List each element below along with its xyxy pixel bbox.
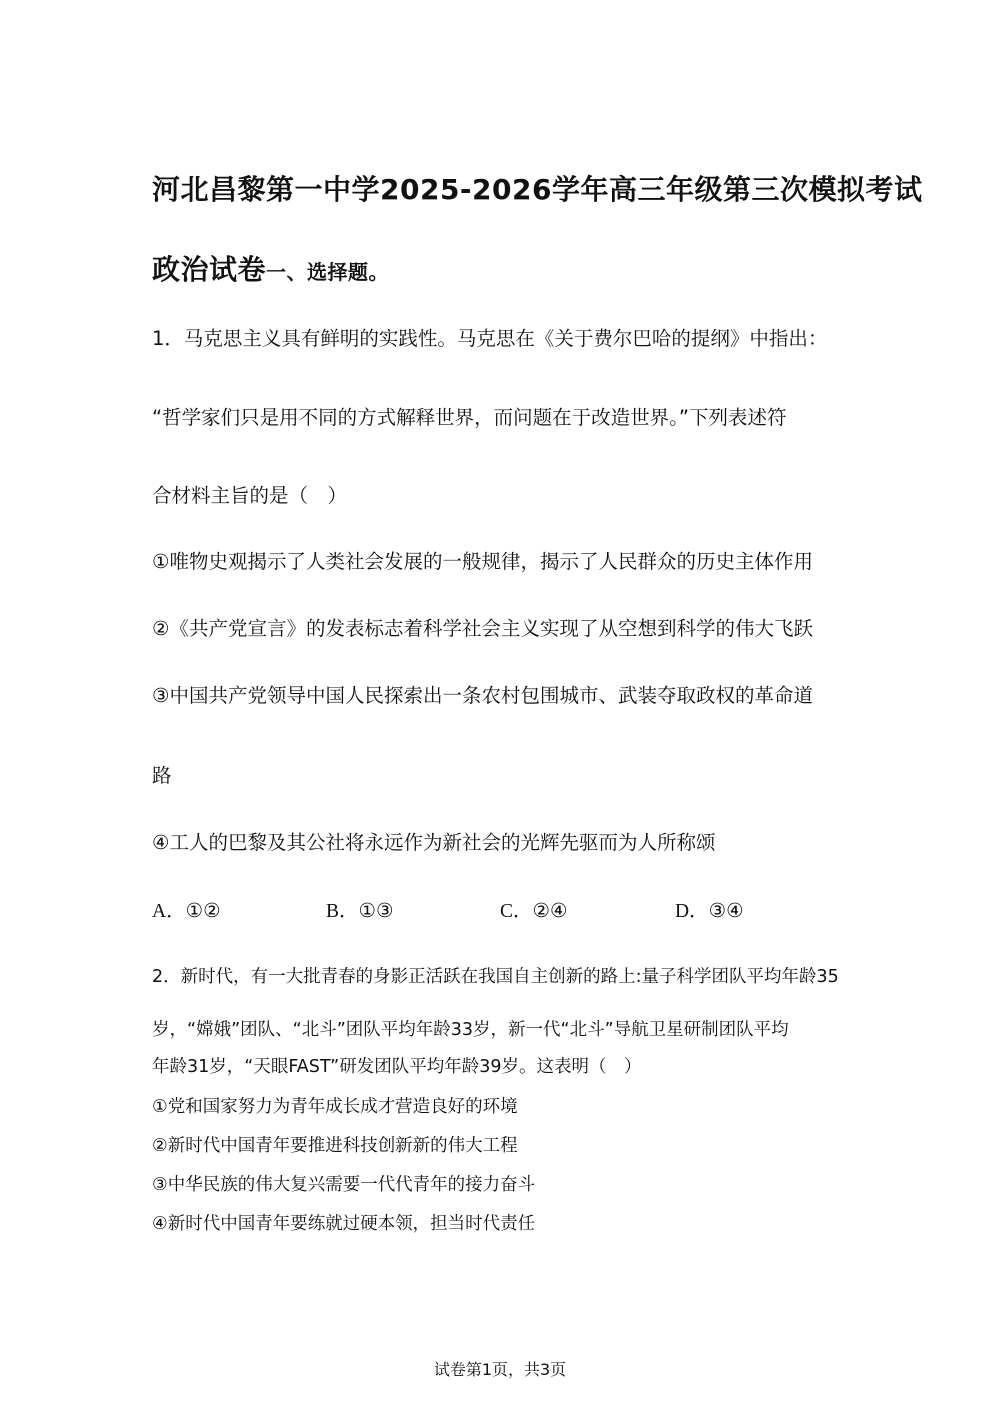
question-1-line-3: 合材料主旨的是（ ） (152, 484, 348, 507)
page-footer: 试卷第1页，共3页 (433, 1360, 567, 1379)
question-2-line-1: 2．新时代，有一大批青春的身影正活跃在我国自主创新的路上:量子科学团队平均年龄35 (152, 967, 839, 987)
question-1-item-3-cont: 路 (152, 764, 172, 787)
question-1-item-4: ④工人的巴黎及其公社将永远作为新社会的光辉先驱而为人所称颂 (152, 831, 716, 854)
section-heading: 一、选择题。 (266, 260, 390, 284)
question-2-item-2: ②新时代中国青年要推进科技创新新的伟大工程 (152, 1136, 518, 1156)
question-2-item-3: ③中华民族的伟大复兴需要一代代青年的接力奋斗 (152, 1175, 536, 1195)
option-c[interactable] (500, 895, 567, 923)
option-c-label: C． (500, 901, 533, 922)
question-1-line-2: “哲学家们只是用不同的方式解释世界，而问题在于改造世界。”下列表述符 (152, 406, 787, 429)
option-b-value: ①③ (358, 899, 394, 922)
option-b-label: B． (326, 901, 359, 922)
option-a-label: A． (152, 901, 186, 922)
question-2-item-1: ①党和国家努力为青年成长成才营造良好的环境 (152, 1097, 518, 1117)
question-2-line-2: 岁，“嫦娥”团队、“北斗”团队平均年龄33岁，新一代“北斗”导航卫星研制团队平均 (152, 1020, 789, 1040)
question-1-item-2: ②《共产党宣言》的发表标志着科学社会主义实现了从空想到科学的伟大飞跃 (152, 617, 813, 640)
subject-title: 政治试卷 (152, 253, 267, 286)
option-a[interactable] (152, 895, 221, 923)
exam-title: 河北昌黎第一中学2025-2026学年高三年级第三次模拟考试 (152, 173, 923, 206)
question-1-item-1: ①唯物史观揭示了人类社会发展的一般规律，揭示了人民群众的历史主体作用 (152, 550, 813, 573)
exam-subtitle (152, 248, 389, 288)
option-d[interactable] (675, 895, 744, 923)
option-c-value: ②④ (532, 899, 568, 922)
option-b[interactable] (326, 895, 393, 923)
question-1-item-3: ③中国共产党领导中国人民探索出一条农村包围城市、武装夺取政权的革命道 (152, 684, 813, 707)
option-d-label: D． (675, 901, 709, 922)
option-d-value: ③④ (708, 899, 744, 922)
question-2-item-4: ④新时代中国青年要练就过硬本领，担当时代责任 (152, 1214, 536, 1234)
option-a-value: ①② (185, 899, 221, 922)
question-1-line-1: 1．马克思主义具有鲜明的实践性。马克思在《关于费尔巴哈的提纲》中指出： (152, 327, 828, 350)
question-2-line-3: 年龄31岁，“天眼FAST”研发团队平均年龄39岁。这表明（ ） (152, 1057, 642, 1077)
